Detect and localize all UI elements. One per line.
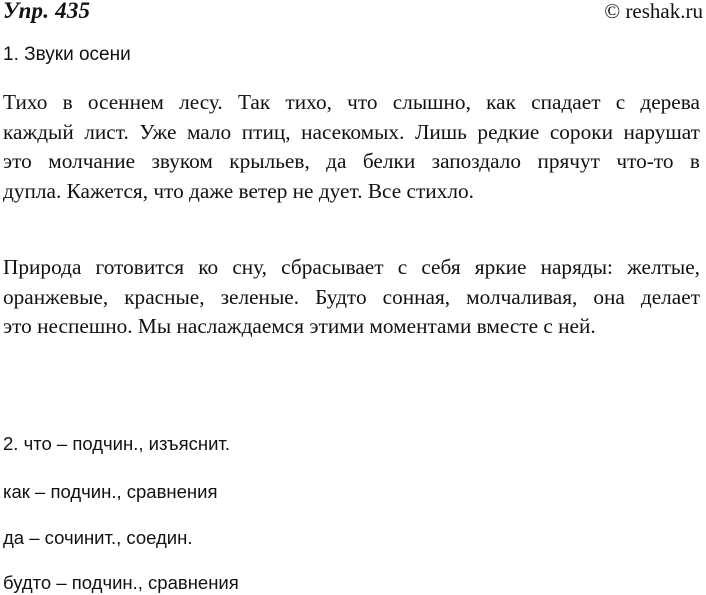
answer-item: да – сочинит., соедин.	[3, 527, 193, 548]
paragraph-line: это неспешно. Мы наслаждаемся этими моментами вместе с ней.	[3, 314, 596, 339]
watermark: © reshak.ru	[604, 0, 703, 23]
exercise-title: Упр. 435	[3, 0, 91, 23]
paragraph-2	[3, 253, 700, 342]
answer-item: как – подчин., сравнения	[3, 481, 218, 502]
paragraph-line: дупла. Кажется, что даже ветер не дует. Все стихло.	[3, 178, 474, 203]
paragraph-line: Тихо в осеннем лесу. Так тихо, что слышно, как спадает с дерева	[3, 90, 700, 114]
paragraph-line: каждый лист. Уже мало птиц, насекомых. Лишь редкие сороки нарушат	[3, 119, 700, 144]
section-1-heading: 1. Звуки осени	[3, 44, 131, 65]
paragraph-line: Природа готовится ко сну, сбрасывает с себя яркие наряды: желтые,	[3, 255, 700, 279]
answer-item: 2. что – подчин., изъяснит.	[3, 433, 230, 454]
paragraph-line: оранжевые, красные, зеленые. Будто сонная, молчаливая, она делает	[3, 284, 700, 309]
paragraph-1	[3, 88, 700, 206]
answer-item: будто – подчин., сравнения	[3, 572, 239, 593]
paragraph-line: это молчание звуком крыльев, да белки запоздало прячут что-то в	[3, 149, 700, 174]
page-header	[3, 0, 703, 26]
